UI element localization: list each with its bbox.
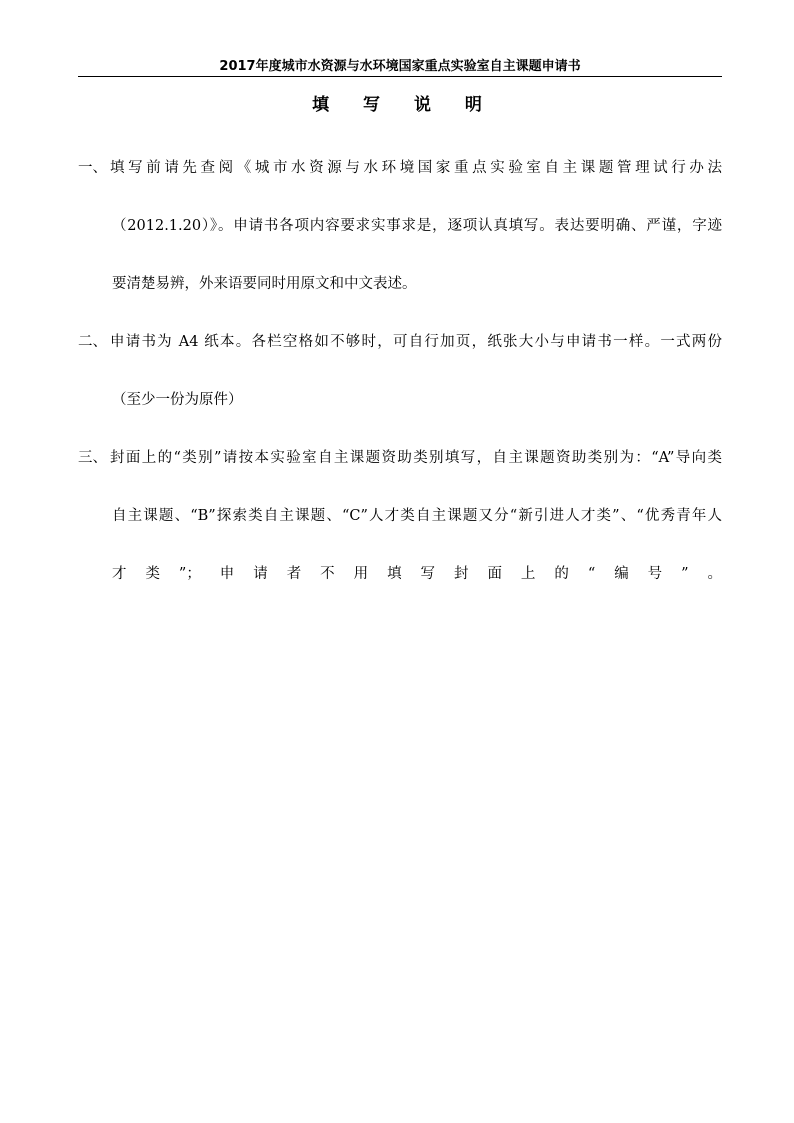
item-line: （2012.1.20）》。申请书各项内容要求实事求是，逐项认真填写。表达要明确、严谨，字迹 [112, 218, 722, 234]
item-line: 自主课题、“B”探索类自主课题、“C”人才类自主课题又分“新引进人才类”、“优秀青年人 [112, 508, 722, 524]
item-line: 申请书为 A4 纸本。各栏空格如不够时，可自行加页，纸张大小与申请书一样。一式两份 [110, 334, 722, 350]
item-number: 一、 [78, 160, 107, 176]
item-line: 才类”；申请者不用填写封面上的“编号”。 [112, 566, 722, 582]
item-line: 封面上的“类别”请按本实验室自主课题资助类别填写，自主课题资助类别为：“A”导向类 [110, 450, 722, 466]
item-line: 要清楚易辨，外来语要同时用原文和中文表述。 [112, 276, 417, 292]
running-header: 2017年度城市水资源与水环境国家重点实验室自主课题申请书 [219, 59, 581, 74]
page-title: 填 写 说 明 [312, 95, 496, 115]
item-line: （至少一份为原件） [112, 392, 243, 408]
header-rule [78, 76, 722, 77]
item-line: 填写前请先查阅《城市水资源与水环境国家重点实验室自主课题管理试行办法 [110, 160, 722, 176]
item-number: 三、 [78, 450, 107, 466]
item-number: 二、 [78, 334, 107, 350]
